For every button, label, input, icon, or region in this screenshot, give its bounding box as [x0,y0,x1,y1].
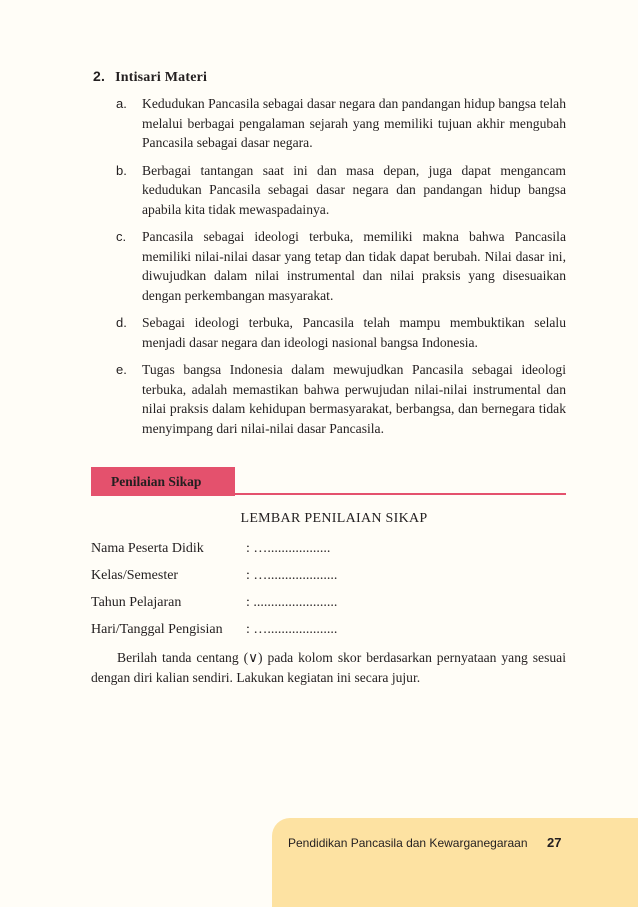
list-marker: c. [116,229,127,244]
section-number: 2. [93,68,106,84]
footer-book-title: Pendidikan Pancasila dan Kewarganegaraan [288,836,528,850]
sheet-title-row [0,511,638,527]
assessment-band [91,467,566,496]
list-item [116,227,566,305]
list-marker: e. [116,362,127,377]
list-item [116,360,566,438]
page-number: 27 [547,835,562,850]
list-item-text: Pancasila sebagai ideologi terbuka, memiliki makna bahwa Pancasila memiliki nilai-nilai dasar yang tetap dan tidak dapat berubah. Nilai dasar ini, diwujudkan dalam nilai instrumental dan nilai praksis yang disesuaikan dengan perkembangan masyarakat. [142,229,566,303]
field-blank: : ….................... [246,622,338,637]
assessment-band-rule [235,493,566,495]
field-blank: : ........................ [246,595,338,610]
list-item-text: Kedudukan Pancasila sebagai dasar negara dan pandangan hidup bangsa telah melalui berbagai pengalaman sejarah yang memiliki tujuan akhir mengubah Pancasila sebagai dasar negara. [142,96,566,150]
field-label: Nama Peserta Didik [91,541,204,556]
list-item [116,94,566,153]
sheet-title: LEMBAR PENILAIAN SIKAP [240,511,428,526]
list-marker: b. [116,162,127,178]
field-blank: : ….................. [246,541,331,556]
field-label: Kelas/Semester [91,568,179,583]
field-label: Hari/Tanggal Pengisian [91,622,223,637]
list-item [116,161,566,220]
list-item-text: Tugas bangsa Indonesia dalam mewujudkan Pancasila sebagai ideologi terbuka, adalah memastikan bahwa perwujudan nilai-nilai instrumental dan nilai praksis dalam kehidupan bermasyarakat, berbangsa, dan bernegara tidak menyimpang dari nilai-nilai dasar Pancasila. [142,362,566,436]
field-label: Tahun Pelajaran [91,595,182,610]
list-marker: d. [116,315,127,330]
section-title: Intisari Materi [115,70,208,85]
list-item-text: Berbagai tantangan saat ini dan masa depan, juga dapat mengancam kedudukan Pancasila sebagai dasar negara dan pandangan hidup bangsa apabila kita tidak mewaspadainya. [142,162,566,217]
field-blank: : ….................... [246,568,338,583]
list-item [116,313,566,352]
section-heading [93,68,207,86]
list-marker: a. [116,96,127,111]
list-item-text: Sebagai ideologi terbuka, Pancasila telah mampu membuktikan selalu menjadi dasar negara dan ideologi nasional bangsa Indonesia. [142,315,566,350]
summary-list [116,94,566,446]
instructions-paragraph: Berilah tanda centang (∨) pada kolom skor berdasarkan pernyataan yang sesuai dengan diri kalian sendiri. Lakukan kegiatan ini secara jujur. [91,650,566,685]
assessment-band-label: Penilaian Sikap [91,467,235,496]
